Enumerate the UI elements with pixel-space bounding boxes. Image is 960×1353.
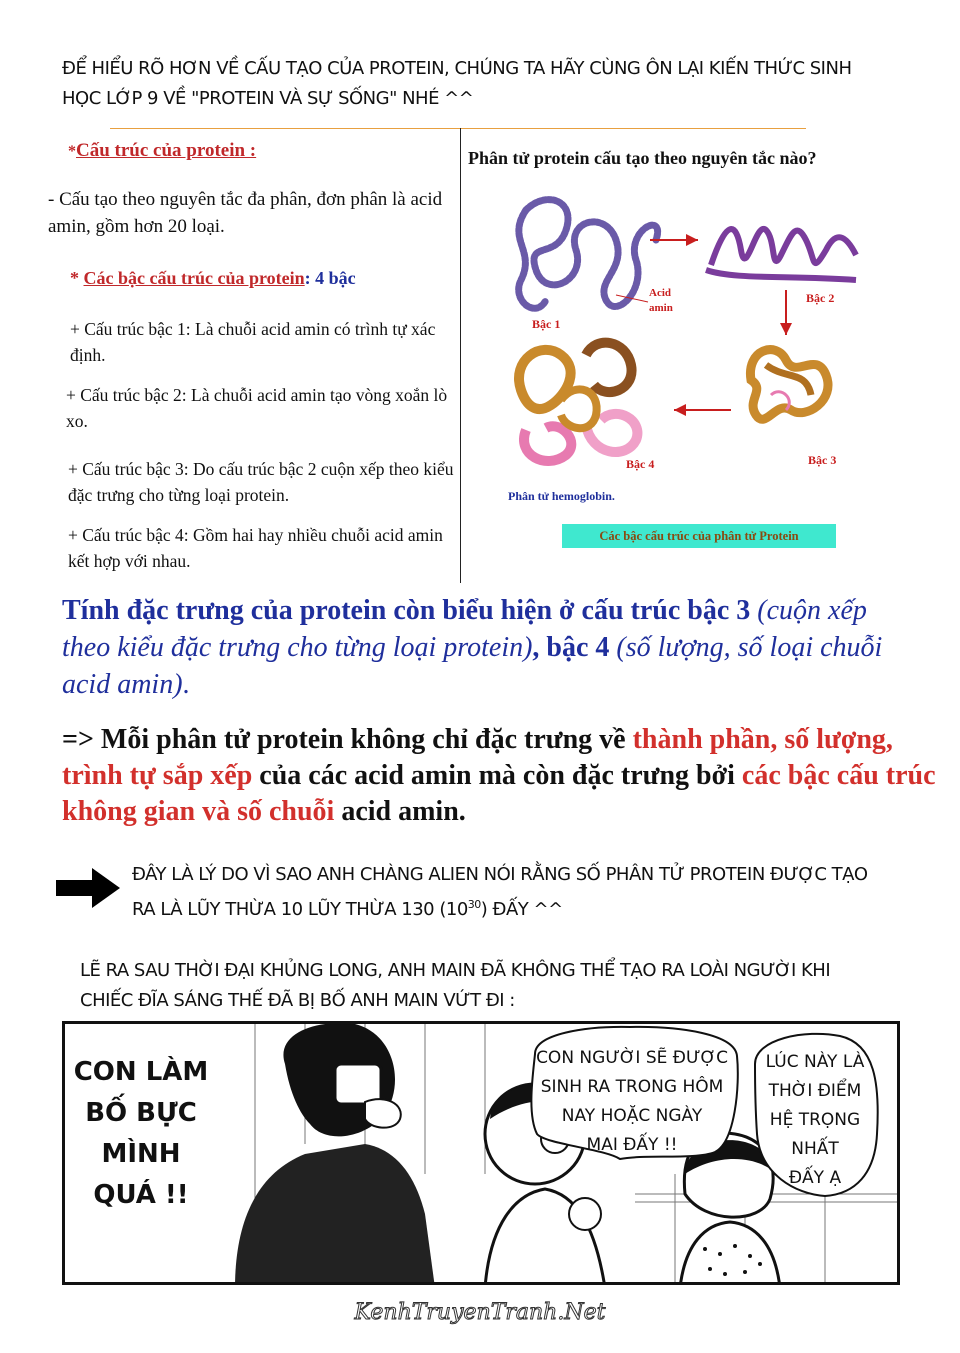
shout-line-2: BỐ BỰC bbox=[85, 1098, 197, 1128]
char-part-3: , bậc 4 bbox=[532, 632, 617, 663]
label-bac-4: Bậc 4 bbox=[626, 457, 655, 471]
protein-levels-diagram bbox=[466, 140, 906, 560]
diagram-title: Phân tử protein cấu tạo theo nguyên tắc nào? bbox=[468, 148, 817, 168]
level-2-helix-tail bbox=[706, 270, 856, 280]
comic-intro-line-1: LẼ RA SAU THỜI ĐẠI KHỦNG LONG, ANH MAIN ĐÃ KHÔNG THỂ TẠO RA LOÀI NGƯỜI KHI bbox=[80, 960, 831, 981]
concl-part-5: acid amin. bbox=[334, 796, 466, 827]
reason-text bbox=[132, 860, 912, 925]
char-part-4: (số lượng, số loại chuỗi acid amin) bbox=[62, 632, 883, 700]
concl-part-2: thành phần, số lượng, trình tự sắp xếp bbox=[62, 724, 893, 791]
label-bac-1: Bậc 1 bbox=[532, 317, 561, 331]
levels-heading bbox=[70, 268, 356, 289]
orange-divider bbox=[110, 128, 806, 129]
shout-text bbox=[71, 1052, 211, 1216]
right-arrow-icon bbox=[56, 866, 122, 910]
level-2-text: + Cấu trúc bậc 2: Là chuỗi acid amin tạo vòng xoắn lò xo. bbox=[66, 385, 448, 431]
comic-intro-line-2: CHIẾC ĐĨA SÁNG THẾ ĐÃ BỊ BỐ ANH MAIN VỨT ĐI : bbox=[80, 990, 515, 1011]
concl-part-3: của các acid amin mà còn đặc trưng bởi bbox=[252, 760, 742, 791]
speech2-line-2: THỜI ĐIỂM bbox=[768, 1081, 862, 1101]
reason-line-2a: RA LÀ LŨY THỪA 10 LŨY THỪA 130 (10 bbox=[132, 899, 468, 920]
protein-structure-illustration bbox=[466, 180, 906, 520]
intro-text bbox=[62, 54, 892, 114]
reason-line-1: ĐÂY LÀ LÝ DO VÌ SAO ANH CHÀNG ALIEN NÓI RẰNG SỐ PHÂN TỬ PROTEIN ĐƯỢC TẠO bbox=[132, 864, 868, 885]
girl-speech bbox=[755, 1048, 875, 1193]
level-1-text: + Cấu trúc bậc 1: Là chuỗi acid amin có trình tự xác định. bbox=[70, 319, 436, 365]
char-part-2: (cuộn xếp theo kiểu đặc trưng cho từng loại protein) bbox=[62, 595, 867, 663]
label-bac-3: Bậc 3 bbox=[808, 453, 837, 467]
speech2-line-4: NHẤT bbox=[791, 1139, 839, 1159]
levels-title: Các bậc cấu trúc của protein bbox=[83, 268, 305, 288]
conclusion-paragraph bbox=[62, 722, 942, 830]
watermark: KenhTruyenTranh.Net bbox=[354, 1300, 606, 1325]
concl-part-4: các bậc cấu trúc không gian và số chuỗi bbox=[62, 760, 936, 827]
speech2-line-3: HỆ TRỌNG bbox=[769, 1110, 861, 1130]
concl-part-1: => Mỗi phân tử protein không chỉ đặc trưng về bbox=[62, 724, 633, 755]
reason-line-2 bbox=[132, 890, 912, 925]
label-hemoglobin: Phân tử hemoglobin. bbox=[508, 489, 615, 503]
reason-line-2b: ) ĐẤY ^^ bbox=[480, 899, 563, 920]
comic-intro-text bbox=[80, 956, 880, 1016]
level-1-chain bbox=[526, 200, 658, 307]
speech1-line-3: NAY HOẶC NGÀY bbox=[561, 1106, 703, 1126]
structure-star: * bbox=[68, 143, 76, 160]
speech2-line-5: ĐẤY Ạ bbox=[788, 1168, 842, 1188]
label-bac-2: Bậc 2 bbox=[806, 291, 835, 305]
levels-star: * bbox=[70, 268, 84, 288]
speech1-line-1: CON NGƯỜI SẼ ĐƯỢC bbox=[536, 1048, 728, 1068]
speech1-line-4: MAI ĐẤY !! bbox=[586, 1135, 678, 1155]
comic-panel bbox=[62, 1021, 900, 1285]
level-3-folded bbox=[750, 350, 828, 420]
structure-heading bbox=[68, 140, 256, 162]
level-3-text: + Cấu trúc bậc 3: Do cấu trúc bậc 2 cuộn xếp theo kiểu đặc trưng cho từng loại protein. bbox=[68, 459, 454, 505]
structure-description: - Cấu tạo theo nguyên tắc đa phân, đơn phân là acid amin, gồm hơn 20 loại. bbox=[48, 189, 443, 237]
father-figure bbox=[235, 1024, 435, 1285]
shout-line-3: MÌNH bbox=[101, 1139, 181, 1169]
char-part-5: . bbox=[182, 669, 190, 700]
diagram-caption: Các bậc cấu trúc của phân tử Protein bbox=[562, 524, 836, 548]
exponent: 30 bbox=[467, 898, 481, 911]
boy-speech bbox=[527, 1044, 737, 1160]
label-amin: amin bbox=[649, 302, 673, 314]
levels-colon: : bbox=[304, 268, 316, 288]
speech2-line-1: LÚC NÀY LÀ bbox=[765, 1052, 865, 1072]
characteristic-paragraph bbox=[62, 592, 922, 703]
speech1-line-2: SINH RA TRONG HÔM bbox=[540, 1077, 724, 1097]
level-4-text: + Cấu trúc bậc 4: Gồm hai hay nhiều chuỗi acid amin kết hợp với nhau. bbox=[68, 525, 443, 571]
intro-line-1: ĐỂ HIỂU RÕ HƠN VỀ CẤU TẠO CỦA PROTEIN, CHÚNG TA HÃY CÙNG ÔN LẠI KIẾN THỨC SINH bbox=[62, 58, 852, 79]
intro-line-2: HỌC LỚP 9 VỀ "PROTEIN VÀ SỰ SỐNG" NHÉ ^^ bbox=[62, 88, 474, 109]
level-4-hemoglobin bbox=[519, 343, 637, 461]
level-2-helix bbox=[711, 229, 856, 265]
shout-line-1: CON LÀM bbox=[73, 1057, 209, 1087]
column-divider bbox=[460, 128, 461, 583]
shout-line-4: QUÁ !! bbox=[93, 1180, 189, 1210]
label-acid: Acid bbox=[649, 287, 671, 299]
structure-title: Cấu trúc của protein : bbox=[76, 140, 257, 161]
char-part-1: Tính đặc trưng của protein còn biểu hiện ở cấu trúc bậc 3 bbox=[62, 595, 751, 626]
levels-count: 4 bậc bbox=[315, 268, 356, 288]
